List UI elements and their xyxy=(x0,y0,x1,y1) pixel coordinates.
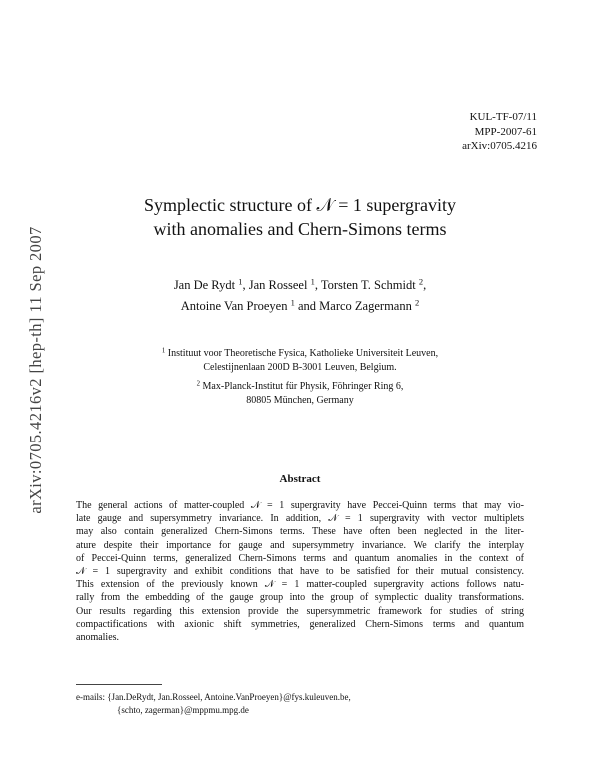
author-separator: and xyxy=(294,299,320,313)
affiliation-marker: 1 xyxy=(238,276,243,287)
author-name: Jan Rosseel xyxy=(248,278,308,292)
affiliation-marker: 2 xyxy=(196,380,201,388)
author-separator: , xyxy=(423,278,427,292)
abstract-line: compactifications with axionic shift symmetries, generalized Chern-Simons terms and quantum xyxy=(76,618,524,630)
affiliation-line xyxy=(0,347,600,361)
report-numbers xyxy=(462,110,537,154)
author-list xyxy=(0,275,600,317)
author-line xyxy=(0,275,600,296)
author-name: Torsten T. Schmidt xyxy=(320,278,416,292)
affiliation-line xyxy=(0,380,600,394)
abstract-body xyxy=(76,499,524,644)
title-line: Symplectic structure of 𝒩 = 1 supergravity xyxy=(144,195,456,215)
affiliation-text: Instituut voor Theoretische Fysica, Katholieke Universiteit Leuven, xyxy=(167,348,439,359)
title-line: with anomalies and Chern-Simons terms xyxy=(153,219,447,239)
affiliation-marker: 2 xyxy=(418,276,424,287)
author-name: Marco Zagermann xyxy=(319,299,412,313)
report-number: arXiv:0705.4216 xyxy=(462,140,537,152)
abstract-line: of Peccei-Quinn terms, generalized Chern-Simons terms and quantum anomalies in the context of xyxy=(76,552,524,564)
report-number: KUL-TF-07/11 xyxy=(469,111,537,123)
abstract-line: The general actions of matter-coupled 𝒩 = 1 supergravity have Peccei-Quinn terms that may vio- xyxy=(76,500,524,511)
affiliation-marker: 1 xyxy=(310,276,315,287)
author-name: Jan De Rydt xyxy=(173,278,236,292)
paper-title xyxy=(0,193,600,241)
author-separator: , xyxy=(242,278,249,292)
abstract-line: rally from the embedding of the gauge group into the group of symplectic duality transformations. xyxy=(76,592,524,604)
abstract-line: ature despite their importance for gauge and supersymmetry invariance. We clarify the interplay xyxy=(76,539,524,551)
abstract-line: Our results regarding this extension provide the supersymmetric framework for studies of string xyxy=(76,605,524,617)
affiliation-marker: 2 xyxy=(414,297,420,308)
author-name: Antoine Van Proeyen xyxy=(180,299,288,313)
footnote-line: e-mails: {Jan.DeRydt, Jan.Rosseel, Antoine.VanProeyen}@fys.kuleuven.be, xyxy=(76,692,351,702)
arxiv-identifier-stamp: arXiv:0705.4216v2 [hep-th] 11 Sep 2007 xyxy=(26,226,45,514)
abstract-line: late gauge and supersymmetry invariance. In addition, 𝒩 = 1 supergravity with vector multiplets xyxy=(76,513,524,525)
author-line xyxy=(0,296,600,317)
abstract-line: 𝒩 = 1 supergravity and exhibit conditions that have to be satisfied for their mutual consistency. xyxy=(76,566,524,578)
abstract-line: This extension of the previously known 𝒩 = 1 matter-coupled supergravity actions follows natu- xyxy=(76,579,524,591)
affiliation-marker: 1 xyxy=(161,347,166,355)
email-footnote xyxy=(76,691,351,717)
report-number: MPP-2007-61 xyxy=(474,125,537,138)
abstract-line: may also contain generalized Chern-Simons terms. These have often been neglected in the liter- xyxy=(76,526,524,538)
affiliation-line: Celestijnenlaan 200D B-3001 Leuven, Belgium. xyxy=(203,361,397,373)
footnote-line: {schto, zagerman}@mppmu.mpg.de xyxy=(117,705,249,715)
affiliations xyxy=(0,347,600,407)
footnote-rule xyxy=(76,684,162,685)
author-separator: , xyxy=(314,278,321,292)
affiliation-line: 80805 München, Germany xyxy=(246,394,354,406)
abstract-heading: Abstract xyxy=(279,473,321,485)
affiliation-marker: 1 xyxy=(290,297,295,308)
abstract-line: anomalies. xyxy=(76,632,120,644)
affiliation-text: Max-Planck-Institut für Physik, Föhringer Ring 6, xyxy=(202,381,404,392)
